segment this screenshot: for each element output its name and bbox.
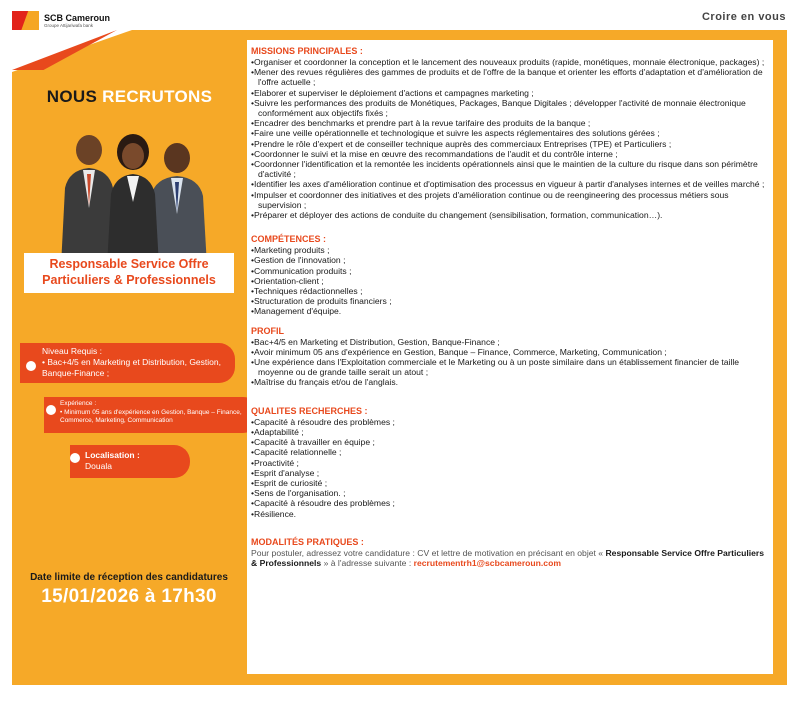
competence-item: • Techniques rédactionnelles ; xyxy=(251,286,769,296)
profil-item: • Bac+4/5 en Marketing et Distribution, Gestion, Banque-Finance ; xyxy=(251,337,769,347)
niveau-label: Niveau Requis : xyxy=(42,346,103,356)
competences-list xyxy=(251,245,769,316)
qualite-item: • Capacité à travailler en équipe ; xyxy=(251,437,769,447)
experience-value: • Minimum 05 ans d'expérience en Gestion, Banque – Finance, Commerce, Marketing, Communication xyxy=(60,408,242,424)
localisation-pill xyxy=(70,445,190,478)
qualites-list xyxy=(251,417,769,519)
missions-title: MISSIONS PRINCIPALES : xyxy=(251,46,363,56)
competences-section xyxy=(251,234,769,316)
competence-item: • Marketing produits ; xyxy=(251,245,769,255)
mission-item: • Elaborer et superviser le déploiement d'actions et campagnes marketing ; xyxy=(251,88,769,98)
localisation-label: Localisation : xyxy=(85,450,140,460)
mission-item: • Coordonner l'identification et la remontée les incidents opérationnels ainsi que le maintien de la culture du risque dans son périmètre d'activité ; xyxy=(251,159,769,179)
modalites-text-a: Pour postuler, adressez votre candidature : CV et lettre de motivation en précisant en objet « xyxy=(251,547,606,558)
competence-item: • Communication produits ; xyxy=(251,266,769,276)
headline xyxy=(12,87,247,107)
profil-item: • Une expérience dans l'Exploitation commerciale et le Marketing ou à un poste similaire dans un établissement financier de taille moyenne ou de grande taille serait un atout ; xyxy=(251,357,769,377)
logo-mark-icon xyxy=(12,11,40,31)
qualite-item: • Proactivité ; xyxy=(251,458,769,468)
niveau-value: • Bac+4/5 en Marketing et Distribution, Gestion, Banque-Finance ; xyxy=(42,357,221,378)
deadline-label: Date limite de réception des candidatures xyxy=(30,572,228,583)
mission-item: • Impulser et coordonner des initiatives et des projets d'amélioration continue ou de reengineering des processus métiers sous supervision ; xyxy=(251,190,769,210)
profil-item: • Maîtrise du français et/ou de l'anglais. xyxy=(251,377,769,387)
mission-item: • Coordonner le suivi et la mise en œuvre des recommandations de l'audit et du contrôle interne ; xyxy=(251,149,769,159)
profil-list xyxy=(251,337,769,388)
profil-section xyxy=(251,326,769,388)
job-title-line1: Responsable Service Offre xyxy=(49,257,209,271)
email-link[interactable]: recrutementrh1@scbcameroun.com xyxy=(413,558,561,569)
headline-a: NOUS xyxy=(46,87,98,106)
tagline: Croire en vous xyxy=(701,11,786,23)
mission-item: • Mener des revues régulières des gammes de produits et de l'offre de la banque et orienter les efforts d'adaptation et d'amélioration de l'offre actuelle ; xyxy=(251,67,769,87)
qualite-item: • Sens de l'organisation. ; xyxy=(251,488,769,498)
mission-item: • Préparer et déployer des actions de conduite du changement (sensibilisation, formation, communication…). xyxy=(251,210,769,220)
profil-item: • Avoir minimum 05 ans d'expérience en Gestion, Banque – Finance, Commerce, Marketing, Communication ; xyxy=(251,347,769,357)
missions-section xyxy=(251,46,769,220)
headline-b: RECRUTONS xyxy=(102,87,213,106)
experience-label: Expérience : xyxy=(60,400,97,407)
people-photo-icon xyxy=(47,118,217,266)
left-panel xyxy=(12,30,247,685)
bullet-dot-icon xyxy=(46,405,56,415)
qualite-item: • Adaptabilité ; xyxy=(251,427,769,437)
mission-item: • Encadrer des benchmarks et prendre part à la revue tarifaire des produits de la banque ; xyxy=(251,118,769,128)
modalites-section xyxy=(251,537,769,569)
mission-item: • Faire une veille opérationnelle et technologique et suivre les aspects réglementaires des solutions gérées ; xyxy=(251,128,769,138)
job-title-line2: Particuliers & Professionnels xyxy=(42,273,216,287)
modalites-title: MODALITÉS PRATIQUES : xyxy=(251,536,364,547)
bullet-dot-icon xyxy=(70,453,80,463)
brand-sub: Groupe Attijariwafa bank xyxy=(44,23,94,28)
modalites-text-b: » à l'adresse suivante : xyxy=(321,558,414,569)
scb-logo xyxy=(12,11,110,31)
qualite-item: • Capacité à résoudre des problèmes ; xyxy=(251,417,769,427)
qualites-section xyxy=(251,406,769,519)
qualite-item: • Esprit de curiosité ; xyxy=(251,478,769,488)
missions-list xyxy=(251,57,769,220)
experience-pill xyxy=(44,397,259,433)
modalites-text xyxy=(251,548,769,569)
job-title-box xyxy=(24,253,234,293)
mission-item: • Suivre les performances des produits de Monétiques, Packages, Banque Digitales ; développer l'activité de monnaie électronique conformément aux objectifs fixés ; xyxy=(251,98,769,118)
qualite-item: • Esprit d'analyse ; xyxy=(251,468,769,478)
qualite-item: • Résilience. xyxy=(251,509,769,519)
competence-item: • Gestion de l'innovation ; xyxy=(251,255,769,265)
profil-title: PROFIL xyxy=(251,325,284,336)
bullet-dot-icon xyxy=(26,361,36,371)
details-panel xyxy=(247,40,773,674)
deadline-date: 15/01/2026 à 17h30 xyxy=(41,586,217,607)
competence-item: • Structuration de produits financiers ; xyxy=(251,296,769,306)
competence-item: • Management d'équipe. xyxy=(251,306,769,316)
competence-item: • Orientation-client ; xyxy=(251,276,769,286)
qualite-item: • Capacité à résoudre des problèmes ; xyxy=(251,498,769,508)
qualite-item: • Capacité relationnelle ; xyxy=(251,447,769,457)
qualites-title: QUALITES RECHERCHES : xyxy=(251,405,368,416)
localisation-value: Douala xyxy=(85,461,112,471)
deadline-block xyxy=(20,572,238,608)
mission-item: • Identifier les axes d'amélioration continue et d'optimisation des processus en vigueur à partir d'analyses internes et de veilles marché ; xyxy=(251,179,769,189)
niveau-pill xyxy=(20,343,235,383)
brand-name: SCB Cameroun xyxy=(44,13,111,23)
mission-item: • Organiser et coordonner la conception et le lancement des nouveaux produits (rapide, monétiques, monnaie électronique, packages) ; xyxy=(251,57,769,67)
modalites-subject: Responsable Service Offre Particuliers & Professionnels xyxy=(251,547,765,569)
competences-title: COMPÉTENCES : xyxy=(251,234,327,245)
mission-item: • Prendre le rôle d'expert et de conseiller technique auprès des commerciaux Entreprises (TPE) et Particuliers ; xyxy=(251,139,769,149)
